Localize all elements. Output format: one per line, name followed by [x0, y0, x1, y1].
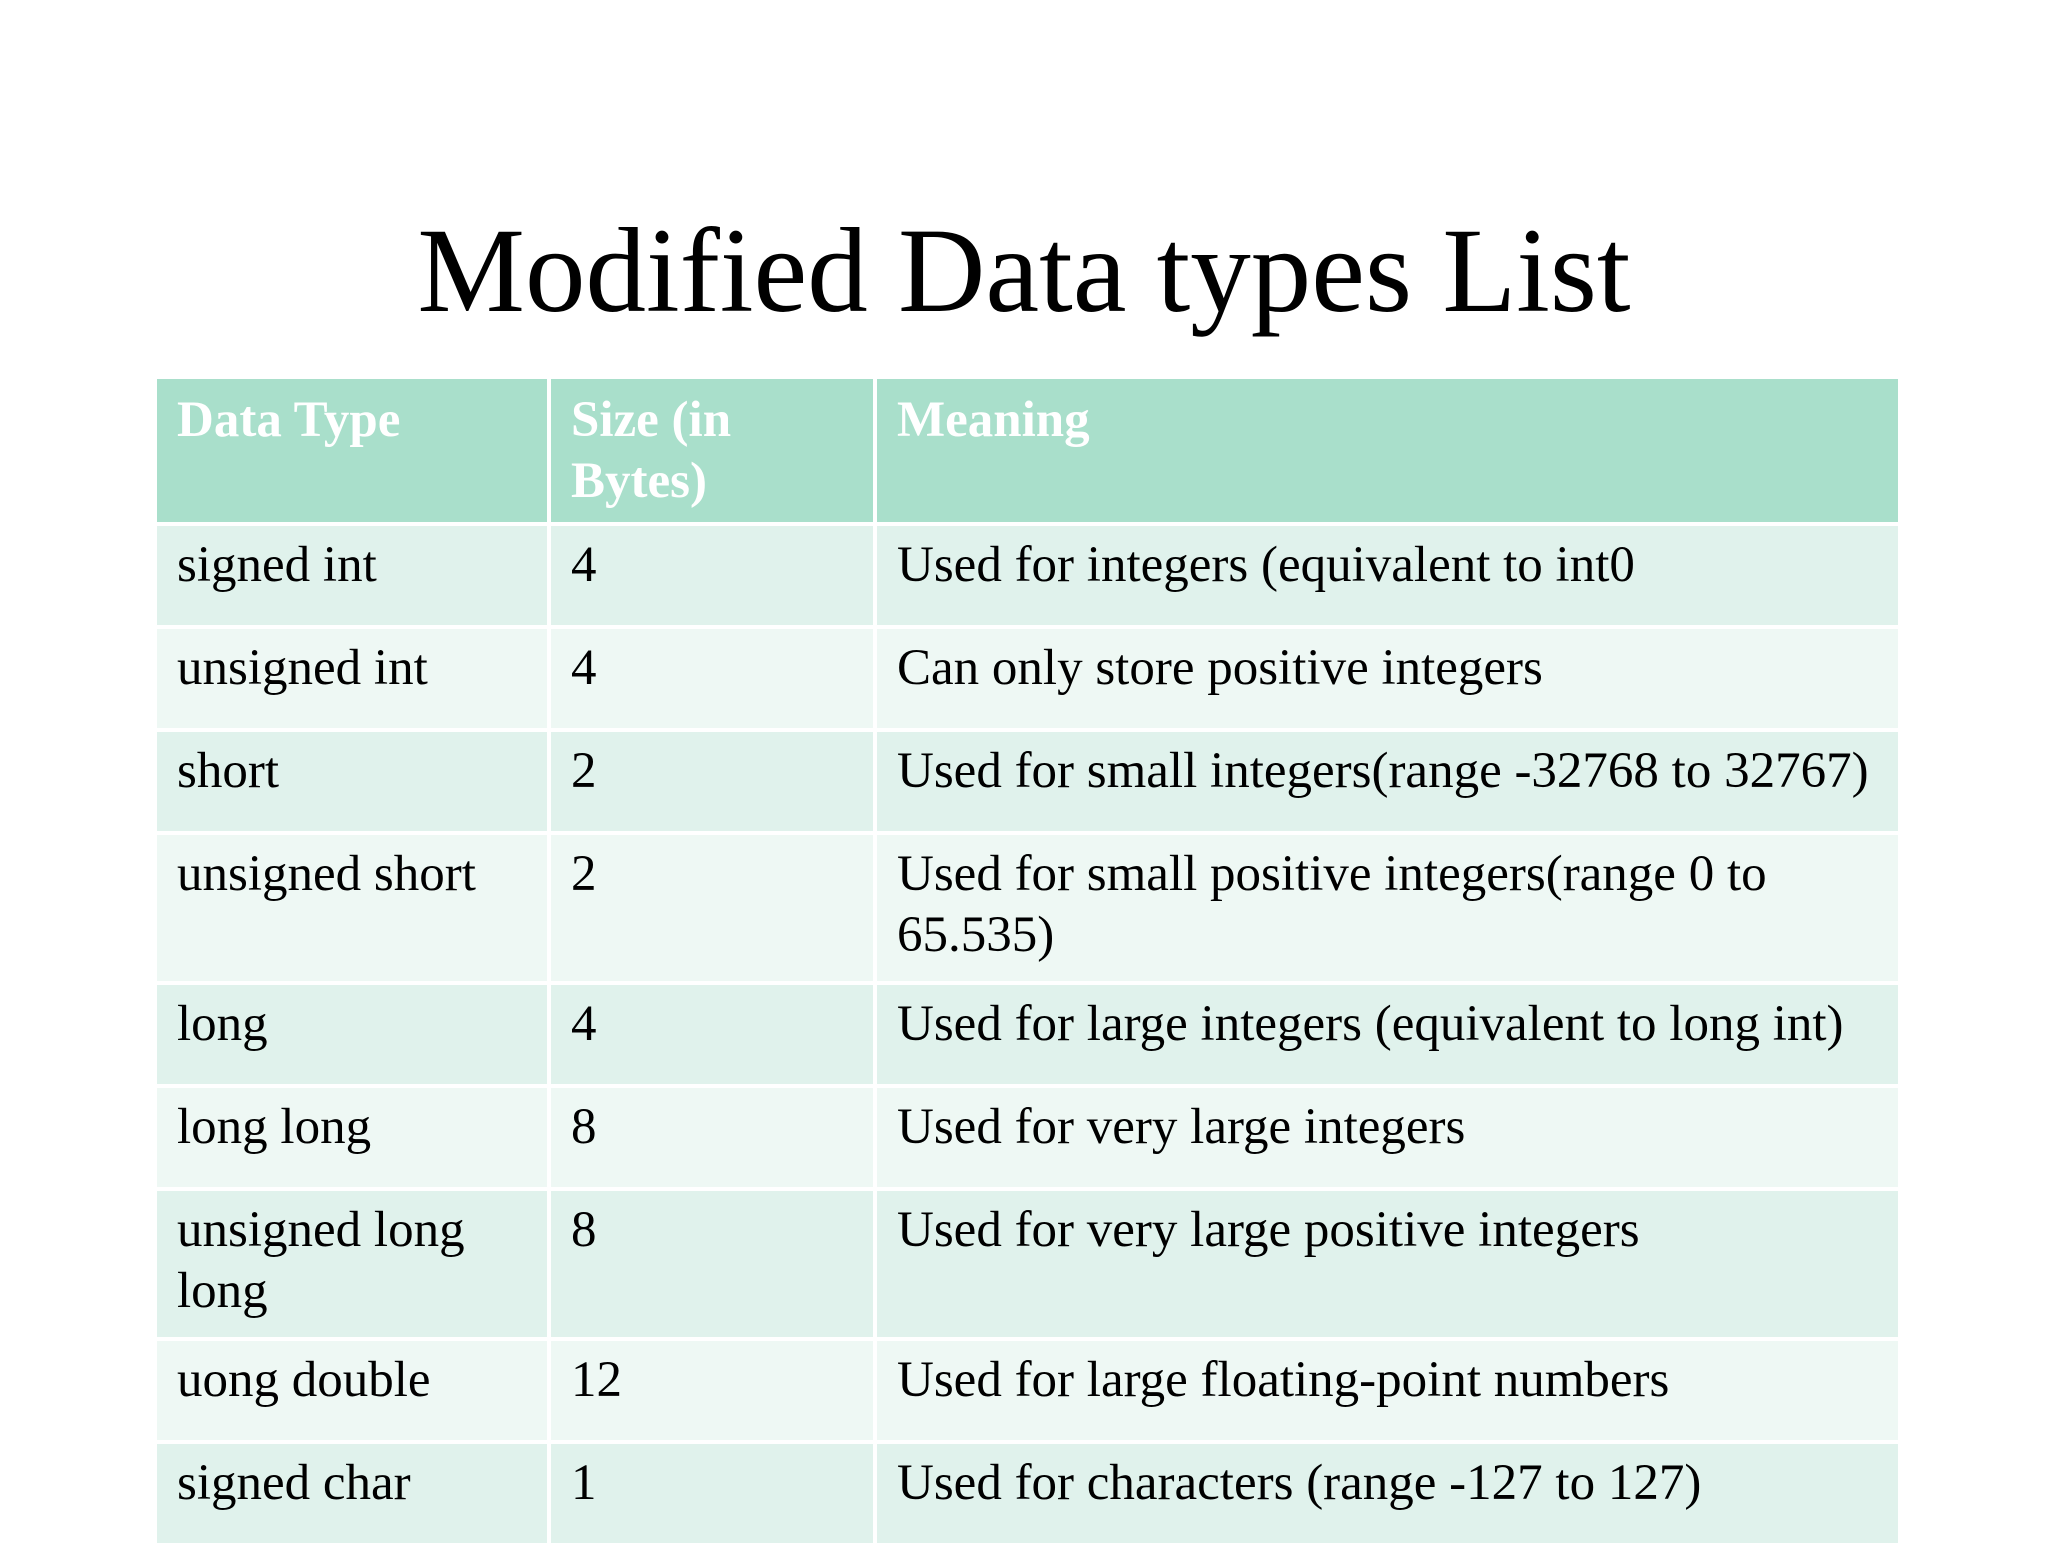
table-row [155, 1189, 1900, 1339]
cell-meaning: Used for integers (equivalent to int0 [875, 524, 1900, 627]
cell-size: 8 [549, 1086, 875, 1189]
cell-meaning: Used for large floating-point numbers [875, 1339, 1900, 1442]
cell-size: 1 [549, 1442, 875, 1545]
slide-title: Modified Data types List [417, 204, 1631, 338]
cell-size: 4 [549, 627, 875, 730]
header-data-type: Data Type [155, 377, 549, 524]
table-row [155, 730, 1900, 833]
data-types-table [153, 375, 1902, 1547]
cell-data-type: unsigned short [155, 833, 549, 983]
cell-data-type: long [155, 983, 549, 1086]
cell-meaning: Used for small integers(range -32768 to 32767) [875, 730, 1900, 833]
cell-size: 12 [549, 1339, 875, 1442]
cell-meaning: Used for large integers (equivalent to long int) [875, 983, 1900, 1086]
cell-data-type: uong double [155, 1339, 549, 1442]
header-meaning: Meaning [875, 377, 1900, 524]
table-header-row [155, 377, 1900, 524]
cell-data-type: signed char [155, 1442, 549, 1545]
table-row [155, 833, 1900, 983]
table-row [155, 1442, 1900, 1545]
cell-data-type: unsigned long long [155, 1189, 549, 1339]
cell-meaning: Used for very large positive integers [875, 1189, 1900, 1339]
cell-data-type: long long [155, 1086, 549, 1189]
table-row [155, 627, 1900, 730]
cell-meaning: Used for characters (range -127 to 127) [875, 1442, 1900, 1545]
cell-meaning: Can only store positive integers [875, 627, 1900, 730]
cell-data-type: unsigned int [155, 627, 549, 730]
cell-size: 4 [549, 524, 875, 627]
cell-meaning: Used for small positive integers(range 0 to 65.535) [875, 833, 1900, 983]
table-row [155, 1086, 1900, 1189]
table-row [155, 983, 1900, 1086]
table-row [155, 1339, 1900, 1442]
cell-meaning: Used for very large integers [875, 1086, 1900, 1189]
cell-data-type: short [155, 730, 549, 833]
table-row [155, 524, 1900, 627]
cell-size: 8 [549, 1189, 875, 1339]
cell-size: 4 [549, 983, 875, 1086]
cell-data-type: signed int [155, 524, 549, 627]
header-size: Size (in Bytes) [549, 377, 875, 524]
cell-size: 2 [549, 833, 875, 983]
cell-size: 2 [549, 730, 875, 833]
